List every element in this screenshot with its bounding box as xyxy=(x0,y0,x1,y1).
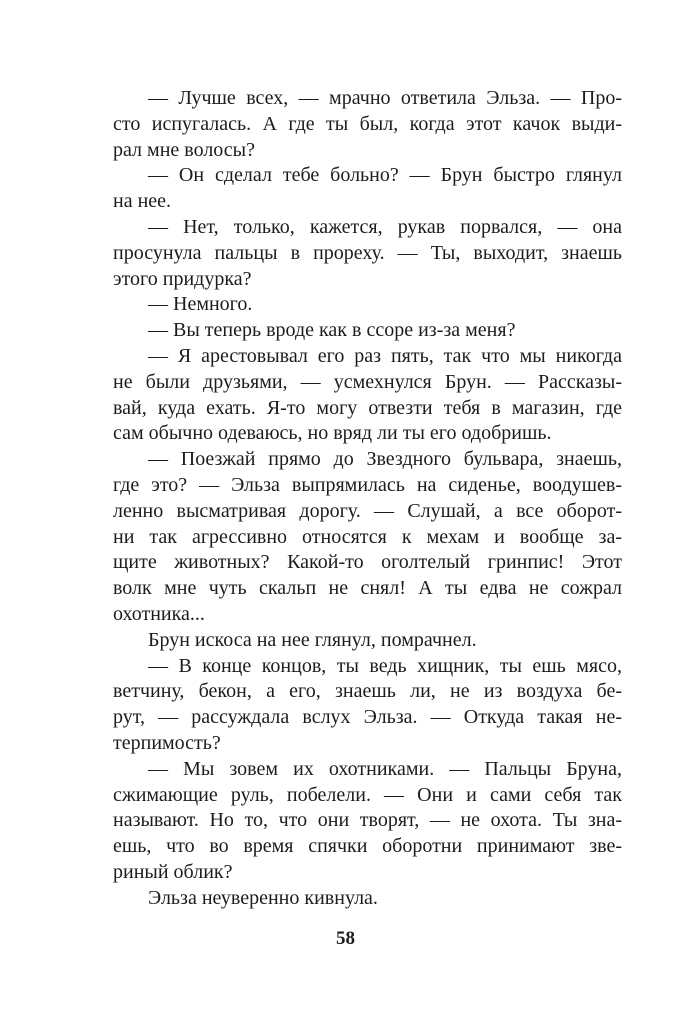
paragraph xyxy=(113,757,622,886)
paragraph xyxy=(113,628,622,654)
text-line: ешь, что во время спячки оборотни принимают зве- xyxy=(113,835,622,858)
text-line: волк мне чуть скальп не снял! А ты едва не сожрал xyxy=(113,577,622,600)
page-text xyxy=(113,86,622,912)
text-line: Брун искоса на нее глянул, помрачнел. xyxy=(148,628,477,651)
text-line: этого придурка? xyxy=(113,267,252,290)
paragraph xyxy=(113,886,622,912)
text-line: не были друзьями, — усмехнулся Брун. — Рассказы- xyxy=(113,370,622,393)
text-line: рут, — рассуждала вслух Эльза. — Откуда такая не- xyxy=(113,706,622,729)
text-line: где это? — Эльза выпрямилась на сиденье, воодушев- xyxy=(113,473,622,496)
page-number: 58 xyxy=(336,928,355,949)
text-line: щите животных? Какой-то оголтелый гринпис! Этот xyxy=(113,551,622,574)
text-line: называют. Но то, что они творят, — не охота. Ты зна- xyxy=(113,809,622,832)
text-line: рал мне волосы? xyxy=(113,138,255,161)
text-line: вай, куда ехать. Я-то могу отвезти тебя в магазин, где xyxy=(113,396,622,419)
text-line: Эльза неуверенно кивнула. xyxy=(148,886,378,909)
text-line: терпимость? xyxy=(113,731,221,754)
text-line: ленно высматривая дорогу. — Слушай, а все оборот- xyxy=(113,499,622,522)
text-line: — Лучше всех, — мрачно ответила Эльза. — Про- xyxy=(148,87,622,109)
text-line: ни так агрессивно относятся к мехам и вообще за- xyxy=(113,525,622,548)
paragraph xyxy=(113,292,622,318)
text-line: — Я арестовывал его раз пять, так что мы никогда xyxy=(148,344,622,367)
text-line: — Нет, только, кажется, рукав порвался, — она xyxy=(148,215,622,238)
text-line: — Поезжай прямо до Звездного бульвара, знаешь, xyxy=(148,448,622,471)
text-line: — Он сделал тебе больно? — Брун быстро глянул xyxy=(148,164,622,187)
paragraph xyxy=(113,344,622,447)
text-line: сжимающие руль, побелели. — Они и сами себя так xyxy=(113,783,622,806)
text-line: — Мы зовем их охотниками. — Пальцы Бруна, xyxy=(148,757,622,780)
paragraph xyxy=(113,447,622,628)
text-line: — Вы теперь вроде как в ссоре из-за меня? xyxy=(148,319,516,342)
text-line: охотника... xyxy=(113,602,205,625)
paragraph xyxy=(113,215,622,292)
text-line: сам обычно одеваюсь, но вряд ли ты его одобришь. xyxy=(113,422,552,445)
text-line: просунула пальцы в прореху. — Ты, выходит, знаешь xyxy=(113,241,622,264)
paragraph xyxy=(113,163,622,215)
text-line: риный облик? xyxy=(113,860,233,883)
paragraph xyxy=(113,654,622,757)
text-line: на нее. xyxy=(113,190,172,213)
paragraph xyxy=(113,86,622,163)
paragraph xyxy=(113,318,622,344)
text-line: сто испугалась. А где ты был, когда этот качок выди- xyxy=(113,112,622,135)
text-line: — Немного. xyxy=(148,293,253,316)
text-line: — В конце концов, ты ведь хищник, ты ешь мясо, xyxy=(148,654,622,677)
text-line: ветчину, бекон, а его, знаешь ли, не из воздуха бе- xyxy=(113,680,622,703)
